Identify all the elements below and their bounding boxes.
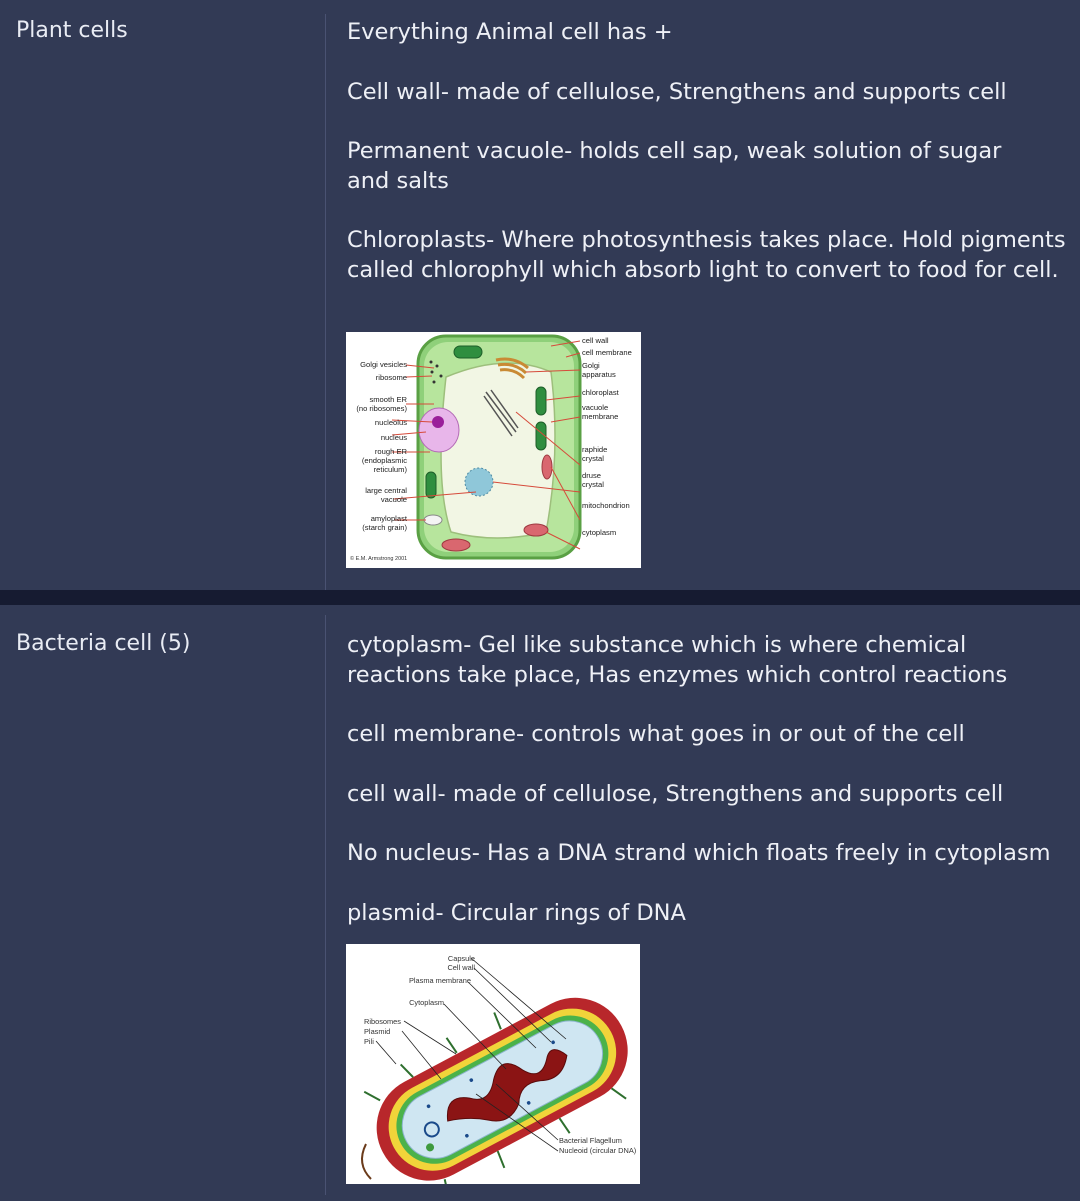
note-line: cell membrane- controls what goes in or out of the cell (347, 721, 965, 747)
bact-label-plasma-membrane: Plasma membrane (408, 976, 471, 985)
note-line: Cell wall- made of cellulose, Strengthens and supports cell (347, 78, 1007, 105)
nucleus-shape (419, 408, 459, 452)
plant-right-labels: cell wall cell membrane Golgi apparatus chloroplast vacuole membrane raphide crystal druse crystal mitochondrion cytoplasm (582, 336, 632, 537)
bact-label-pili: Pili (364, 1037, 374, 1046)
plant-cells-row (0, 0, 1080, 590)
note-line: cytoplasm- Gel like substance which is where chemical reactions take place, Has enzymes which control reactions (347, 632, 1008, 688)
plant-notes (347, 18, 1077, 285)
chloroplast-shape (426, 472, 436, 498)
row-label-bacteria: Bacteria cell (5) (16, 631, 191, 656)
row-separator (0, 590, 1080, 605)
row-label-plant: Plant cells (16, 18, 128, 43)
bacteria-cell-diagram (346, 944, 640, 1184)
bact-label-cytoplasm: Cytoplasm (409, 998, 444, 1007)
bact-label-ribosomes: Ribosomes (364, 1017, 401, 1026)
note-line: Everything Animal cell has + (347, 19, 673, 45)
note-line: Chloroplasts- Where photosynthesis takes place. Hold pigments called chlorophyll which absorb light to convert to food for cell. (347, 227, 1066, 283)
plant-left-labels: Golgi vesicles ribosome smooth ER (no ribosomes) nucleolus nucleus rough ER (endoplasmic reticulum) large central vacuole amyloplast (starch grain) (356, 360, 407, 532)
bacteria-notes (347, 631, 1077, 928)
bact-label-capsule: Capsule (447, 954, 475, 963)
amyloplast-shape (424, 515, 442, 525)
note-line: Permanent vacuole- holds cell sap, weak solution of sugar and salts (347, 138, 1002, 194)
chloroplast-shape (536, 387, 546, 415)
mitochondrion-shape (442, 539, 470, 551)
flagellum-shape (362, 1144, 371, 1179)
bact-label-cell-wall: Cell wall (447, 963, 475, 972)
nucleolus-shape (432, 416, 444, 428)
bact-label-flagellum: Bacterial Flagellum (559, 1136, 622, 1145)
bact-label-plasmid: Plasmid (364, 1027, 391, 1036)
column-divider (325, 615, 326, 1195)
plant-cell-diagram (346, 332, 641, 568)
bact-label-nucleoid: Nucleoid (circular DNA) (559, 1146, 637, 1155)
mitochondrion-shape (542, 455, 552, 479)
note-line: No nucleus- Has a DNA strand which floats freely in cytoplasm (347, 840, 1051, 866)
bacteria-cell-row (0, 605, 1080, 1201)
note-line: cell wall- made of cellulose, Strengthens and supports cell (347, 780, 1004, 807)
diagram-credit: © E.M. Armstrong 2001 (350, 556, 408, 562)
chloroplast-shape (454, 346, 482, 358)
mitochondrion-shape (524, 524, 548, 536)
note-line: plasmid- Circular rings of DNA (347, 899, 686, 926)
column-divider (325, 14, 326, 590)
druse-crystal-shape (465, 468, 493, 496)
